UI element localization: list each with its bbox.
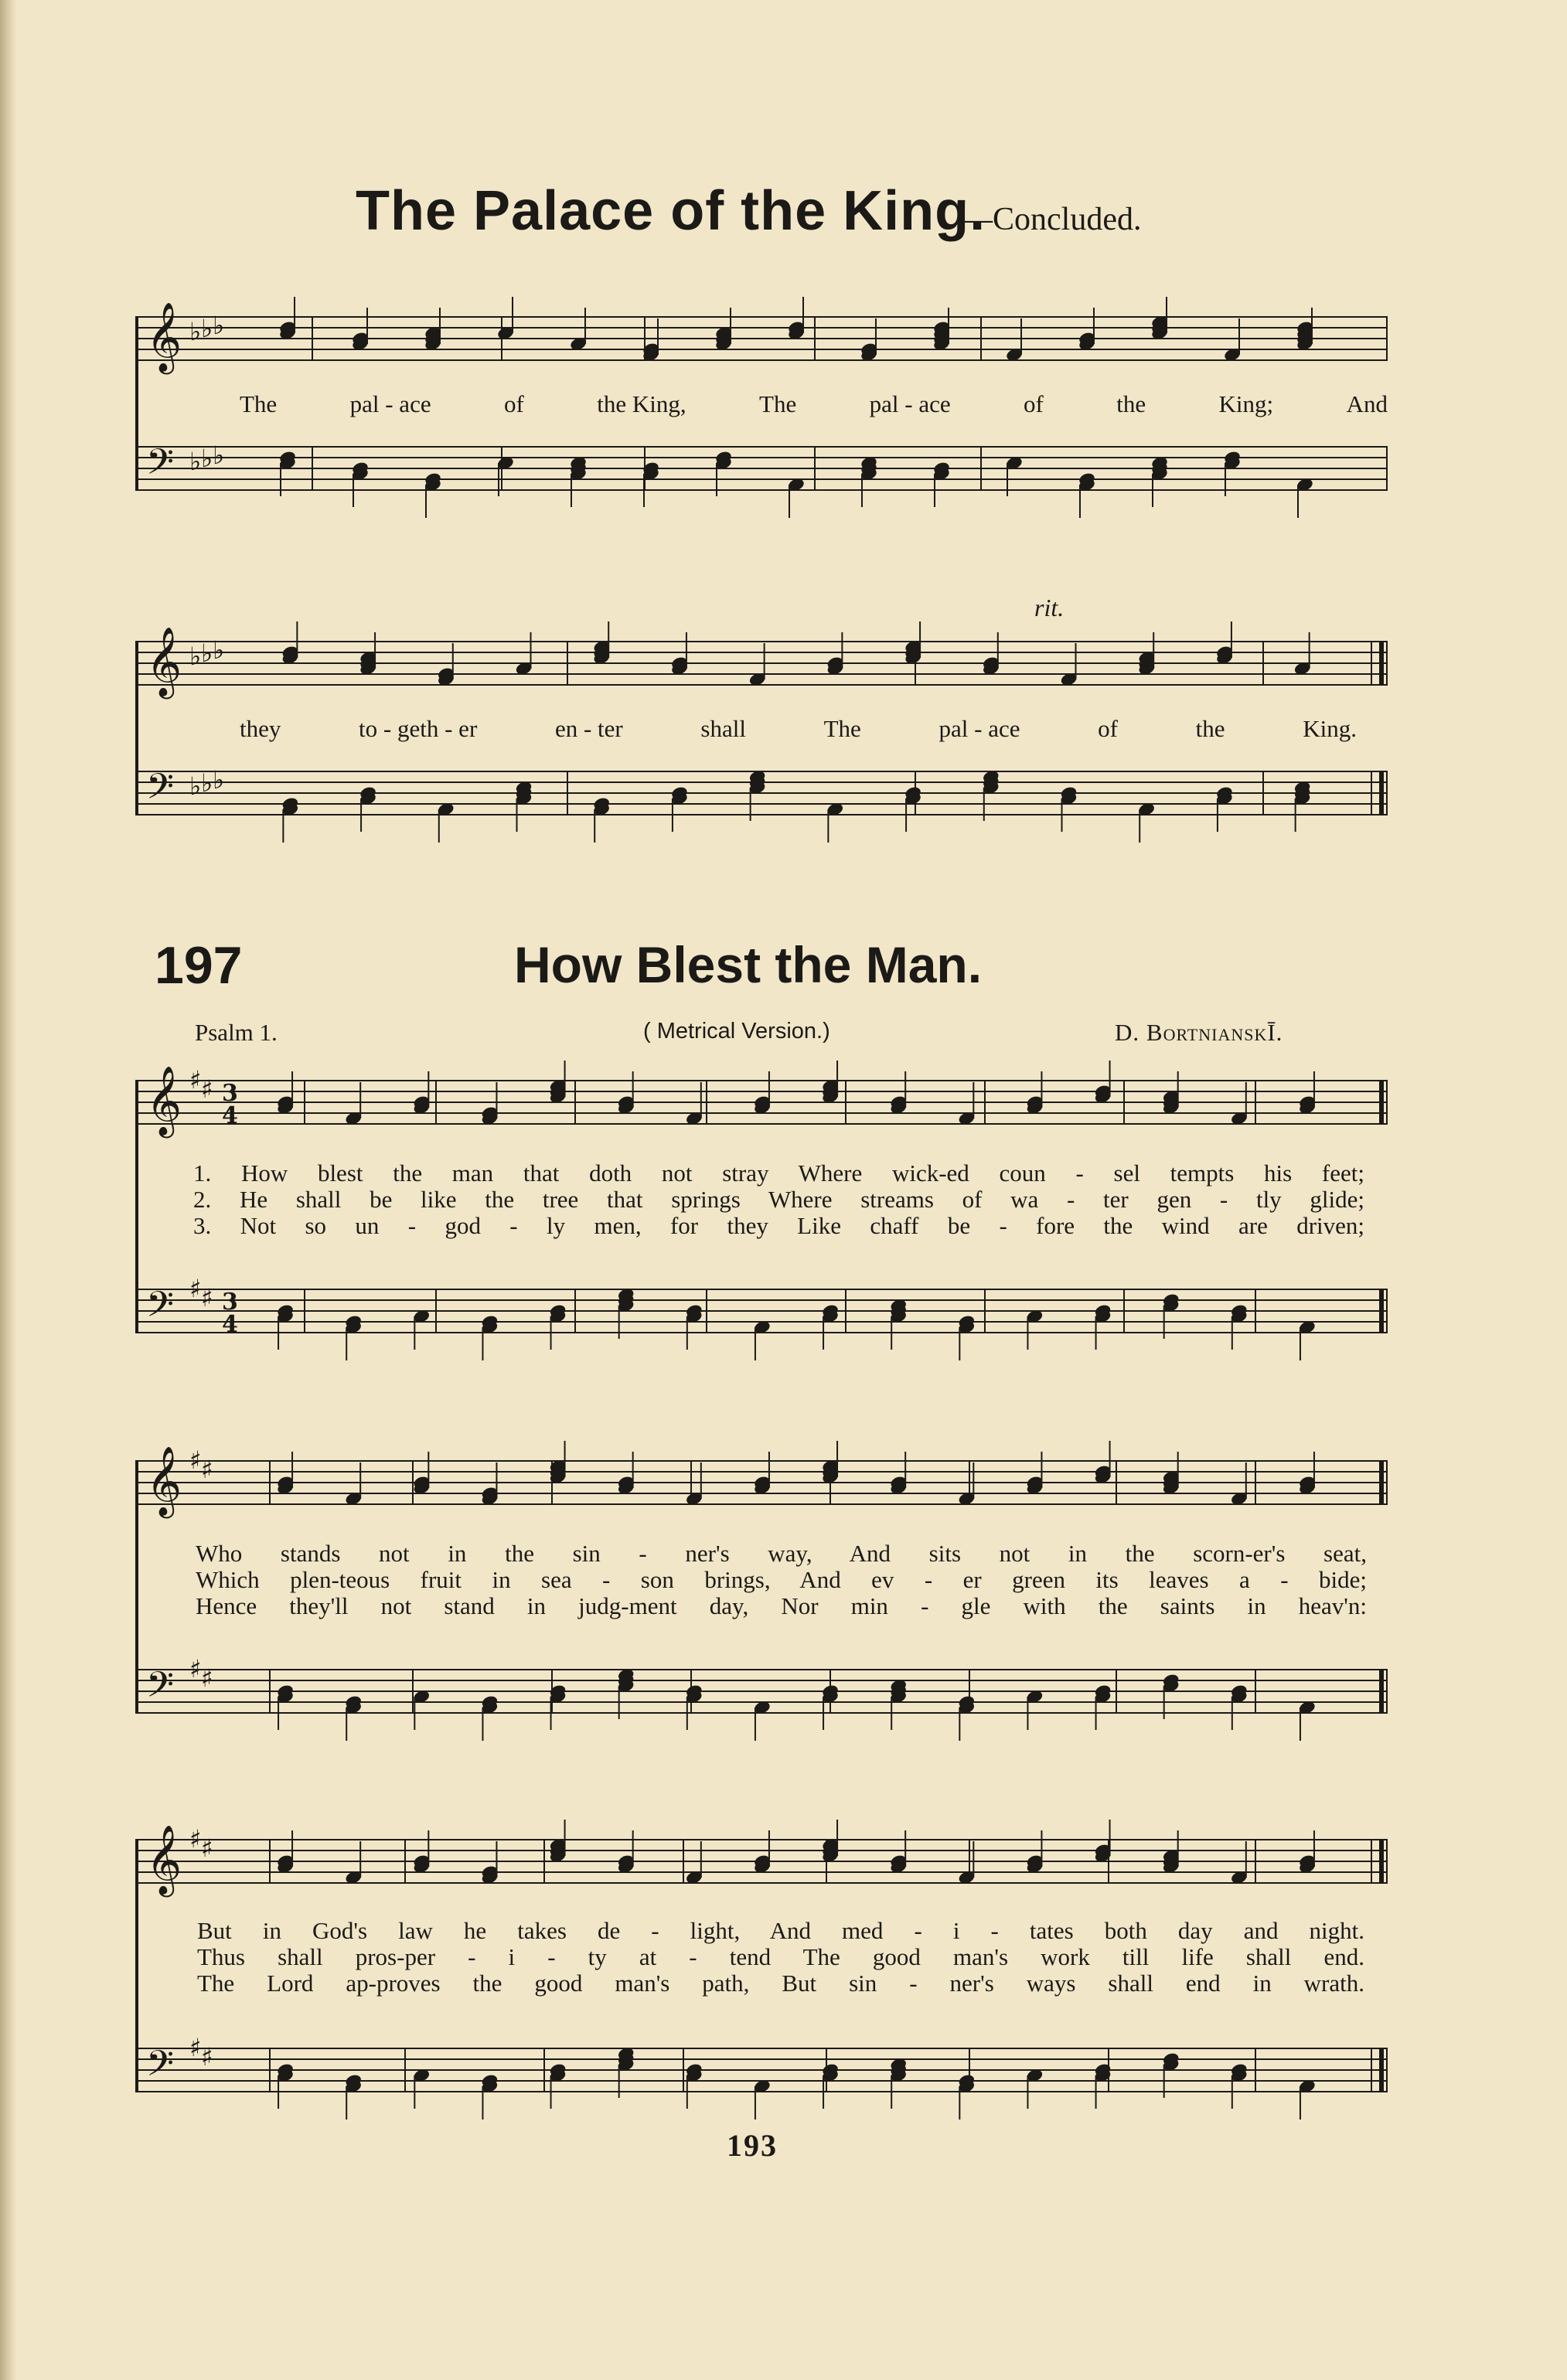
time-signature: 4 xyxy=(222,1311,238,1338)
sharp-sign: ♯ xyxy=(201,2042,213,2072)
treble-clef: 𝄞 xyxy=(146,627,182,696)
page-number: 193 xyxy=(727,2128,778,2163)
treble-clef: 𝄞 xyxy=(146,1446,182,1516)
time-signature: 3 xyxy=(222,1289,238,1316)
treble-clef: 𝄞 xyxy=(146,302,182,372)
palace-lyric: the xyxy=(1116,390,1146,417)
flat-sign: ♭ xyxy=(189,771,202,801)
palace-system-2 xyxy=(135,594,1388,870)
time-signature: 4 xyxy=(222,1102,238,1129)
hymn-verse-line: 2. He shall be like the tree that springs Where streams of wa - ter gen - tly glide; xyxy=(193,1186,1364,1213)
hymn-verse-line: Hence they'll not stand in judg-ment day, Nor min - gle with the saints in heav'n: xyxy=(196,1592,1367,1619)
palace-lyric: en - ter xyxy=(554,715,623,742)
hymn-system-3 xyxy=(135,1816,1388,2133)
sharp-sign: ♯ xyxy=(189,1654,202,1684)
palace-lyric: to - geth - er xyxy=(359,715,478,742)
flat-sign: ♭ xyxy=(189,317,202,346)
flat-sign: ♭ xyxy=(213,311,225,340)
hymn-verse-line: Who stands not in the sin - ner's way, And sits not in the scorn-er's seat, xyxy=(196,1540,1367,1567)
palace-lyric: pal - ace xyxy=(869,390,951,417)
palace-lyric: of xyxy=(1098,715,1118,742)
page-title-suffix: —Concluded. xyxy=(960,202,1142,237)
sharp-sign: ♯ xyxy=(189,1824,202,1854)
palace-lyric: The xyxy=(823,715,861,742)
hymn-verse-line: The Lord ap-proves the good man's path, But sin - ner's ways shall end in wrath. xyxy=(197,1970,1364,1997)
palace-lyric: shall xyxy=(700,715,746,742)
flat-sign: ♭ xyxy=(201,768,213,798)
bass-clef: 𝄢 xyxy=(146,2043,175,2093)
flat-sign: ♭ xyxy=(213,441,225,470)
palace-lyric: King; xyxy=(1218,390,1274,417)
palace-system-1 xyxy=(135,278,1388,545)
sharp-sign: ♯ xyxy=(201,1455,213,1484)
hymn-system-1 xyxy=(135,1057,1388,1374)
flat-sign: ♭ xyxy=(201,638,213,668)
palace-lyric: The xyxy=(759,390,797,417)
palace-lyric: pal - ace xyxy=(938,715,1020,742)
palace-lyric: The xyxy=(240,390,278,417)
bass-clef: 𝄢 xyxy=(146,1664,175,1714)
treble-clef: 𝄞 xyxy=(146,1825,182,1895)
flat-sign: ♭ xyxy=(201,444,213,473)
sharp-sign: ♯ xyxy=(201,1834,213,1863)
hymn-title: How Blest the Man. xyxy=(514,936,983,993)
hymn-version-note: ( Metrical Version.) xyxy=(643,1019,830,1044)
sharp-sign: ♯ xyxy=(201,1074,213,1104)
sharp-sign: ♯ xyxy=(201,1663,213,1693)
palace-lyric: King. xyxy=(1303,715,1357,742)
bass-clef: 𝄢 xyxy=(146,766,175,816)
time-signature: 3 xyxy=(222,1080,238,1107)
bass-clef: 𝄢 xyxy=(146,1284,175,1334)
flat-sign: ♭ xyxy=(189,642,202,671)
flat-sign: ♭ xyxy=(213,765,225,795)
hymn-verse-line: 3. Not so un - god - ly men, for they Like chaff be - fore the wind are driven; xyxy=(193,1212,1364,1239)
hymn-verse-line: But in God's law he takes de - light, And med - i - tates both day and night. xyxy=(197,1917,1364,1944)
hymn-number: 197 xyxy=(155,936,243,995)
ritardando-mark: rit. xyxy=(1034,594,1065,621)
hymn-composer: D. BortnianskĪ. xyxy=(1115,1019,1283,1046)
palace-lyric: of xyxy=(504,390,524,417)
hymn-verse-line: 1. How blest the man that doth not stray Where wick-ed coun - sel tempts his feet; xyxy=(193,1159,1364,1187)
hymn-text-source: Psalm 1. xyxy=(195,1019,278,1046)
palace-lyric: pal - ace xyxy=(349,390,431,417)
flat-sign: ♭ xyxy=(213,635,225,665)
flat-sign: ♭ xyxy=(189,447,202,476)
sharp-sign: ♯ xyxy=(189,1445,202,1475)
sharp-sign: ♯ xyxy=(201,1283,213,1313)
sharp-sign: ♯ xyxy=(189,1065,202,1095)
page-binding-edge xyxy=(0,0,17,2380)
sharp-sign: ♯ xyxy=(189,2033,202,2062)
page-title: The Palace of the King. xyxy=(356,180,986,242)
palace-lyric: the King, xyxy=(597,390,686,417)
sharp-sign: ♯ xyxy=(189,1274,202,1303)
palace-lyric: the xyxy=(1195,715,1225,742)
flat-sign: ♭ xyxy=(201,314,213,343)
palace-lyric: of xyxy=(1024,390,1044,417)
hymn-verse-line: Which plen-teous fruit in sea - son brings, And ev - er green its leaves a - bide; xyxy=(196,1566,1367,1593)
hymn-system-2 xyxy=(135,1438,1388,1755)
palace-lyric: And xyxy=(1346,390,1388,417)
hymn-verse-line: Thus shall pros-per - i - ty at - tend The good man's work till life shall end. xyxy=(197,1943,1364,1970)
palace-lyric: they xyxy=(240,715,281,742)
treble-clef: 𝄞 xyxy=(146,1066,182,1136)
bass-clef: 𝄢 xyxy=(146,441,175,492)
